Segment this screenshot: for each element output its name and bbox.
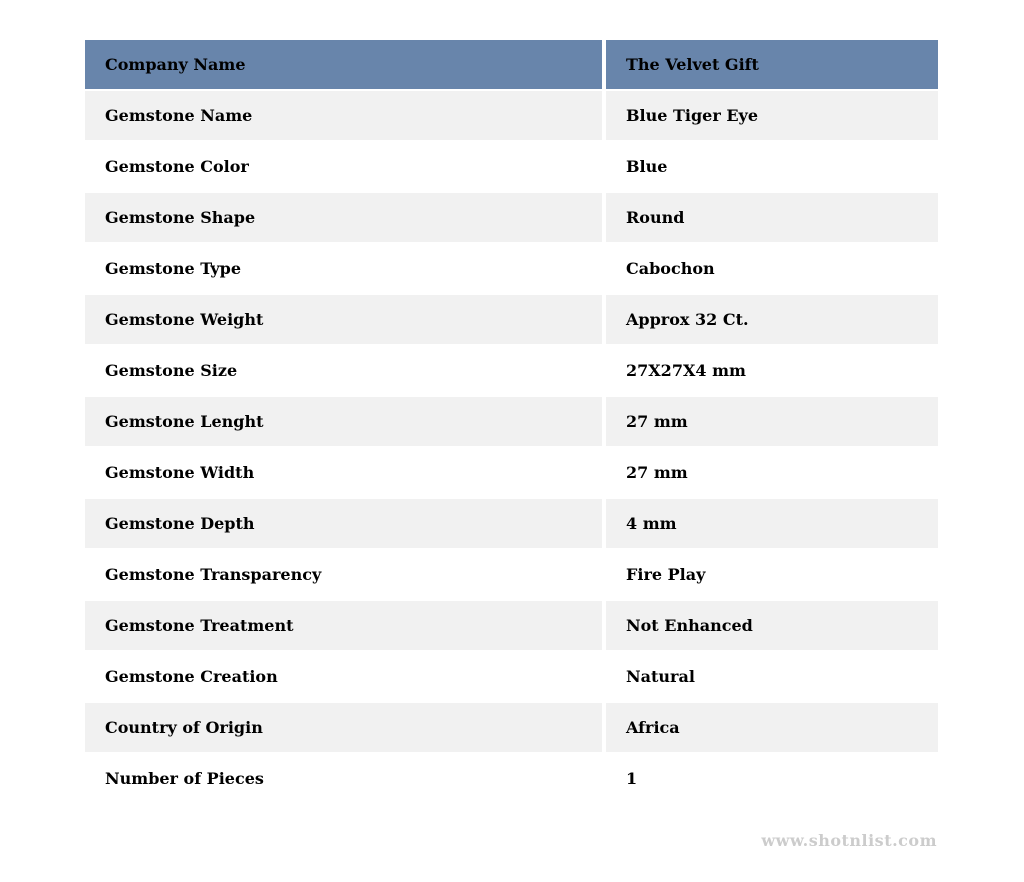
table-row-gemstone-color — [85, 142, 938, 191]
row-label: Gemstone Weight — [85, 295, 602, 344]
watermark: www.shotnlist.com — [761, 831, 937, 850]
row-value: Fire Play — [606, 550, 938, 599]
header-value-cell: The Velvet Gift — [606, 40, 938, 89]
row-value: 27X27X4 mm — [606, 346, 938, 395]
row-value: Round — [606, 193, 938, 242]
table-row-gemstone-width — [85, 448, 938, 497]
table-row-gemstone-treatment — [85, 601, 938, 650]
row-label: Gemstone Lenght — [85, 397, 602, 446]
table-row-gemstone-lenght — [85, 397, 938, 446]
row-value: Africa — [606, 703, 938, 752]
table-row-gemstone-shape — [85, 193, 938, 242]
table-row-gemstone-creation — [85, 652, 938, 701]
row-label: Gemstone Depth — [85, 499, 602, 548]
row-label: Country of Origin — [85, 703, 602, 752]
row-value: 1 — [606, 754, 938, 803]
gemstone-spec-table — [85, 40, 938, 803]
table-row-gemstone-depth — [85, 499, 938, 548]
row-value: Approx 32 Ct. — [606, 295, 938, 344]
row-label: Gemstone Transparency — [85, 550, 602, 599]
header-label-cell: Company Name — [85, 40, 602, 89]
row-value: 27 mm — [606, 397, 938, 446]
row-label: Number of Pieces — [85, 754, 602, 803]
row-value: 4 mm — [606, 499, 938, 548]
row-value: Blue Tiger Eye — [606, 91, 938, 140]
table-row-country-of-origin — [85, 703, 938, 752]
row-label: Gemstone Treatment — [85, 601, 602, 650]
row-label: Gemstone Width — [85, 448, 602, 497]
row-value: Blue — [606, 142, 938, 191]
row-label: Gemstone Size — [85, 346, 602, 395]
table-row-number-of-pieces — [85, 754, 938, 803]
row-value: Not Enhanced — [606, 601, 938, 650]
row-label: Gemstone Creation — [85, 652, 602, 701]
row-label: Gemstone Name — [85, 91, 602, 140]
row-value: Natural — [606, 652, 938, 701]
table-row-gemstone-weight — [85, 295, 938, 344]
row-value: 27 mm — [606, 448, 938, 497]
table-row-gemstone-type — [85, 244, 938, 293]
table-row-gemstone-size — [85, 346, 938, 395]
row-label: Gemstone Type — [85, 244, 602, 293]
row-label: Gemstone Shape — [85, 193, 602, 242]
row-label: Gemstone Color — [85, 142, 602, 191]
row-value: Cabochon — [606, 244, 938, 293]
table-header-row — [85, 40, 938, 89]
table-row-gemstone-transparency — [85, 550, 938, 599]
table-row-gemstone-name — [85, 91, 938, 140]
